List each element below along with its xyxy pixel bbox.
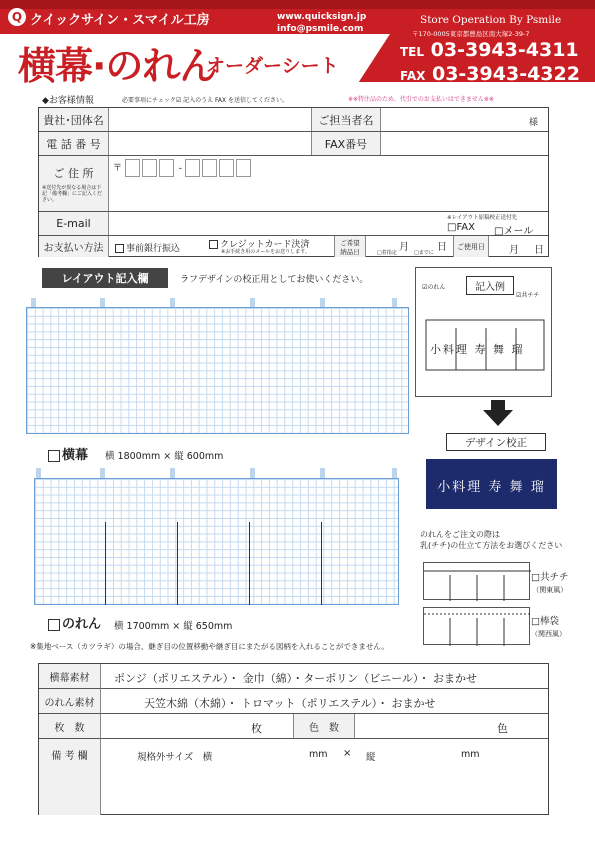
noren-slit [321, 522, 322, 605]
fax-field-label: FAX番号 [311, 132, 381, 155]
custom-size-label: 規格外サイズ 横 [137, 752, 213, 763]
brand-name: クイックサイン・スマイル工房 [30, 13, 210, 28]
hanging-note [420, 529, 562, 551]
grid-tick [36, 468, 41, 478]
colors-unit: 色 [497, 722, 508, 735]
address-label-cell [39, 156, 109, 211]
noren-grid[interactable] [34, 478, 399, 605]
chichi-option-sub: （関東風） [532, 586, 568, 594]
bobukuro-option-label: □棒袋 [531, 616, 559, 627]
noren-slit [249, 522, 250, 605]
noren-material-options[interactable]: 天笠木綿（木綿）・ トロマット（ポリエステル）・ おまかせ [144, 697, 436, 710]
store-operator: Store Operation By Psmile [420, 14, 562, 26]
fax-label: FAX [400, 69, 426, 83]
yokomaku-dimensions: 横 1800mm × 縦 600mm [105, 451, 224, 462]
chichi-diagram [423, 562, 530, 600]
grid-tick [170, 468, 175, 478]
payment-label: お支払い方法 [39, 236, 109, 257]
yokomaku-checkbox[interactable] [48, 450, 60, 462]
noren-slit [177, 522, 178, 605]
bobukuro-option[interactable] [531, 616, 566, 640]
postal-mark: 〒 [113, 163, 123, 174]
address-sub-note: ※送付先が異なる場合は下記「備考欄」にご記入ください。 [42, 184, 103, 203]
bobukuro-diagram [423, 607, 530, 645]
delivery-day: 日 [437, 242, 447, 253]
pay-bank-option[interactable] [115, 241, 180, 254]
chichi-option[interactable] [531, 572, 568, 596]
delivery-label-2: 納品日 [340, 247, 360, 256]
address-field[interactable] [111, 182, 546, 210]
down-arrow-icon [491, 400, 505, 410]
quantity-label: 枚 数 [39, 714, 101, 739]
zip-box[interactable] [159, 159, 174, 177]
chichi-diagram-svg [424, 563, 531, 601]
by-date-option[interactable]: □までに [414, 250, 434, 256]
address-label: ご 住 所 [53, 166, 94, 180]
pay-credit-label: クレジットカード決済 [220, 240, 310, 250]
example-panel [415, 267, 552, 397]
pay-credit-note: ※お手続き用のメールをお送りします。 [221, 249, 310, 255]
noren-title [48, 613, 101, 632]
bobukuro-diagram-svg [424, 608, 531, 646]
remarks-field[interactable] [103, 764, 543, 812]
row-company [39, 108, 548, 132]
hanging-note-2: 乳(チチ)の仕立て方法をお選びください [420, 541, 563, 550]
quantity-unit: 枚 [251, 722, 262, 735]
company-label: 貴社･団体名 [39, 108, 109, 131]
page-title: 横幕·のれん [18, 44, 217, 88]
website-url[interactable]: www.quicksign.jp [277, 12, 367, 22]
grid-tick [392, 468, 397, 478]
use-day: 日 [534, 245, 544, 256]
phone-field[interactable] [111, 132, 311, 155]
header-stripe [0, 0, 595, 9]
noren-proof-text: 小料理 寿 舞 瑠 [437, 480, 546, 495]
times-sign: × [343, 748, 352, 759]
phone-fax-block [400, 39, 580, 87]
example-noren-mark: ☑のれん [422, 284, 446, 291]
yokomaku-material-options[interactable]: ポンジ（ポリエステル）・ 金巾（綿）・ターポリン（ビニール）・ おまかせ [114, 672, 478, 685]
noren-dimensions: 横 1700mm × 縦 650mm [114, 621, 233, 632]
bobukuro-option-sub: （関西風） [531, 630, 566, 638]
example-chichi-mark: ☑共チチ [516, 292, 540, 299]
zip-box[interactable] [219, 159, 234, 177]
proof-mail-option[interactable]: □メール [494, 226, 534, 237]
yokomaku-title [48, 444, 88, 463]
page-subtitle: オーダーシート [206, 55, 339, 77]
postal-code-field[interactable]: 〒 - [113, 159, 253, 177]
height-label: 縦 [366, 752, 376, 763]
email-address[interactable]: info@psmile.com [277, 24, 364, 34]
grid-tick [100, 468, 105, 478]
email-field[interactable] [111, 212, 441, 235]
checkbox[interactable] [209, 240, 218, 249]
checkbox[interactable] [115, 244, 124, 253]
use-date-label: ご使用日 [453, 236, 489, 257]
honorific: 様 [529, 118, 539, 128]
tel-number: 03-3943-4311 [430, 39, 579, 61]
example-title: 記入例 [466, 276, 514, 295]
fax-number: 03-3943-4322 [431, 63, 580, 85]
arrival-option[interactable]: □着指定 [377, 250, 397, 256]
tel-label: TEL [400, 45, 425, 59]
phone-label: 電 話 番 号 [39, 132, 109, 155]
email-label: E-mail [39, 212, 109, 235]
customer-heading: ◆お客様情報 [42, 96, 94, 106]
row-address [39, 156, 548, 212]
layout-section-button: レイアウト記入欄 [42, 268, 168, 288]
noren-checkbox[interactable] [48, 619, 60, 631]
fax-field[interactable] [383, 132, 548, 155]
example-sample-text: 小料理 寿 舞 瑠 [430, 343, 525, 356]
delivery-label-cell [334, 236, 366, 257]
logo-icon: Q [8, 8, 26, 26]
contact-web [277, 11, 366, 35]
proof-fax-option[interactable]: □FAX [447, 222, 475, 233]
delivery-label-1: ご希望 [340, 238, 360, 247]
grid-tick [250, 468, 255, 478]
zip-box[interactable] [202, 159, 217, 177]
yokomaku-material-label: 横幕素材 [39, 664, 101, 689]
contact-field[interactable] [383, 108, 543, 131]
zip-box[interactable] [185, 159, 200, 177]
down-arrow-head [483, 410, 513, 426]
remarks-label: 備 考 欄 [39, 739, 101, 815]
row-email [39, 212, 548, 236]
noren-slit [105, 522, 106, 605]
height-unit: mm [461, 749, 480, 760]
yokomaku-title-text: 横幕 [62, 448, 89, 463]
company-address: 〒170-0005東京都豊島区南大塚2-39-7 [412, 30, 530, 38]
zip-box[interactable] [142, 159, 157, 177]
company-field[interactable] [111, 108, 311, 131]
contact-label: ご担当者名 [311, 108, 381, 131]
spec-table [38, 663, 549, 815]
pay-bank-label: 事前銀行振込 [126, 244, 181, 254]
width-unit: mm [309, 749, 328, 760]
design-proof-button: デザイン校正 [446, 433, 546, 451]
delivery-month: 月 [399, 242, 409, 253]
customer-note: 必要事項にチェック☑ 記入のうえ FAX を送信してください。 [122, 97, 289, 104]
yokomaku-grid[interactable] [26, 307, 409, 434]
noren-material-label: のれん素材 [39, 689, 101, 714]
chichi-option-label: □共チチ [531, 572, 569, 583]
customer-info-table [38, 107, 549, 257]
zip-box[interactable] [236, 159, 251, 177]
grid-tick [320, 468, 325, 478]
colors-label: 色 数 [293, 714, 355, 739]
hanging-note-1: のれんをご注文の際は [420, 530, 500, 539]
layout-note: ラフデザインの校正用としてお使いください。 [180, 275, 369, 285]
row-phone [39, 132, 548, 156]
zip-box[interactable] [125, 159, 140, 177]
row-payment [39, 236, 548, 257]
payment-warning: ※※特注品のため、代引でのお支払いはできません※※ [348, 96, 494, 103]
noren-title-text: のれん [62, 617, 102, 632]
proof-note: ※レイアウト原稿校正送付先 [447, 215, 518, 221]
use-month: 月 [509, 245, 519, 256]
seam-footnote: ※集地ベース（カツラギ）の場合、継ぎ目の位置移動や継ぎ目にまたがる図柄を入れることができません。 [30, 642, 389, 651]
